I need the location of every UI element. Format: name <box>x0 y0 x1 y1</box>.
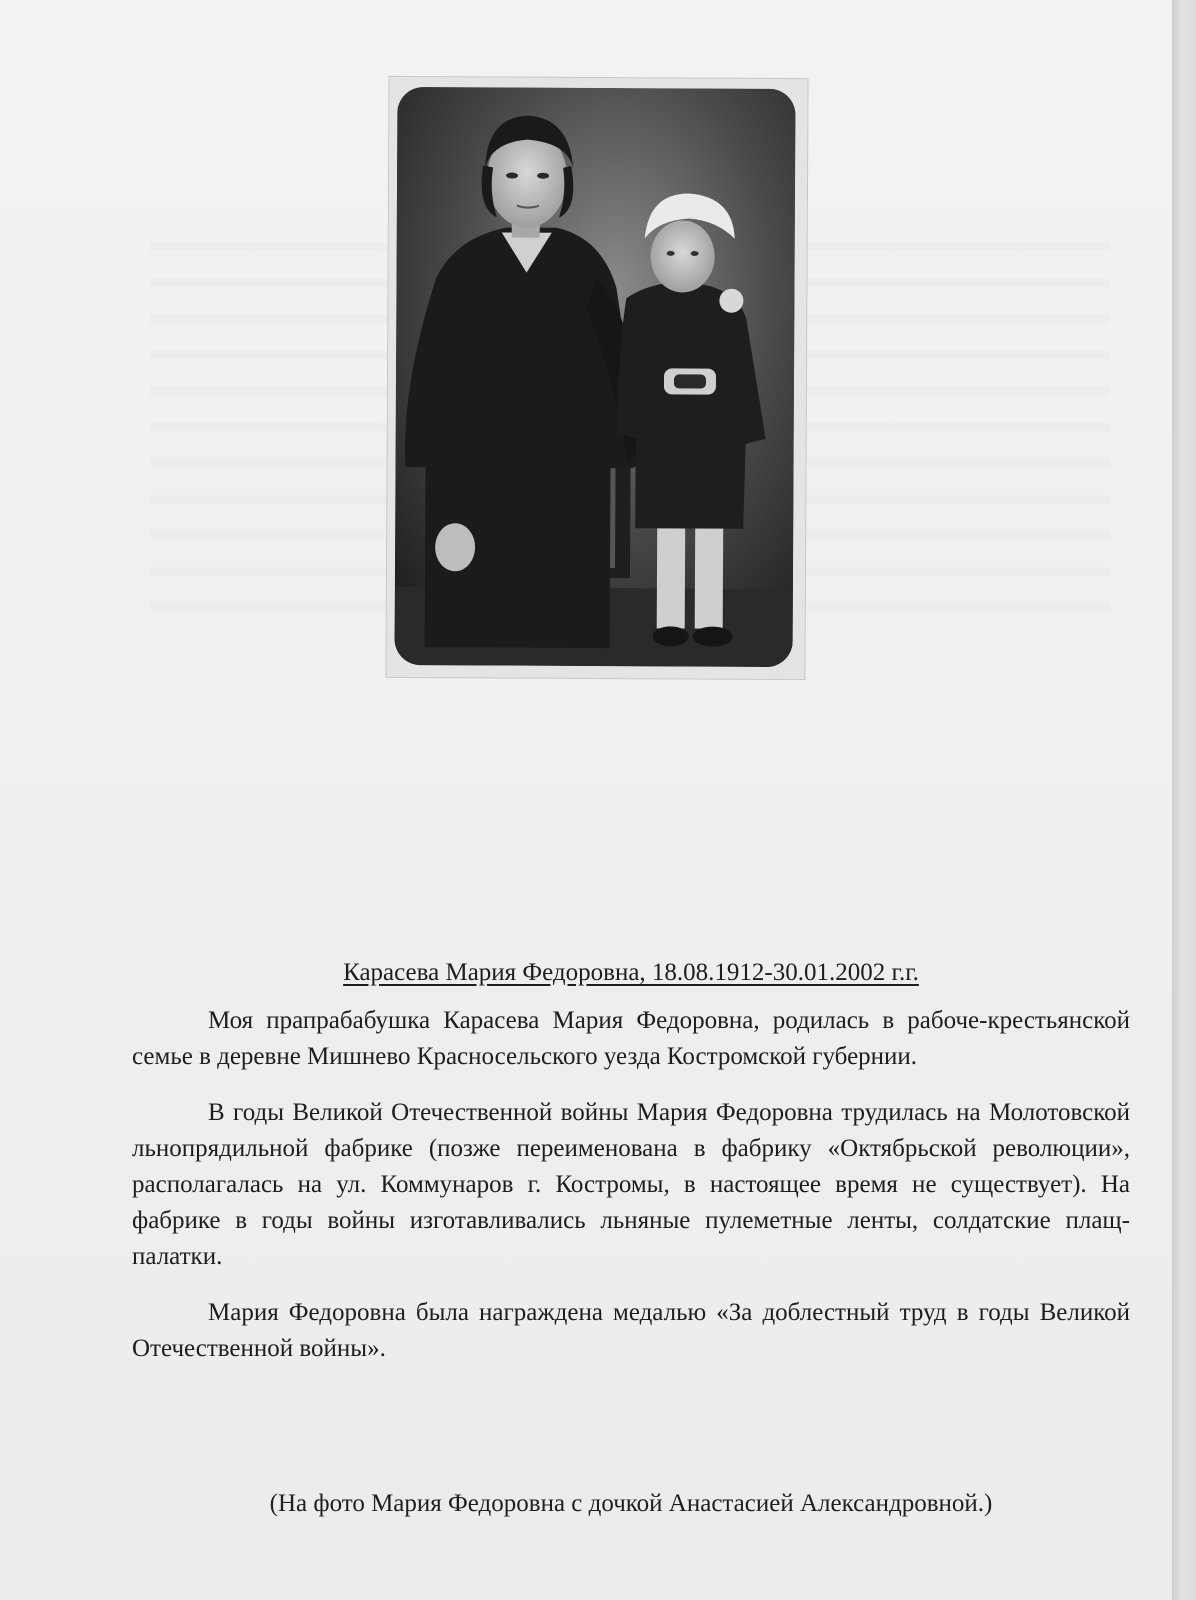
background-surface <box>1172 0 1196 1600</box>
portrait-photo-icon <box>394 87 795 667</box>
photo-frame <box>386 77 807 679</box>
photo-illustration <box>394 87 795 667</box>
biography-text <box>132 955 1130 1387</box>
paragraph-birth: Моя прапрабабушка Карасева Мария Федоровна, родилась в рабоче-крестьянской семье в деревне Мишнево Красносельского уезда Костромской губернии. <box>132 1007 1130 1070</box>
document-title: Карасева Мария Федоровна, 18.08.1912-30.01.2002 г.г. <box>343 959 919 986</box>
paragraph-award: Мария Федоровна была награждена медалью «За доблестный труд в годы Великой Отечественной войны». <box>132 1299 1130 1362</box>
photo-caption: (На фото Мария Федоровна с дочкой Анастасией Александровной.) <box>269 1490 993 1517</box>
paragraph-war-work: В годы Великой Отечественной войны Мария Федоровна трудилась на Молотовской льнопрядильной фабрике (позже переименована в фабрику «Октябрьской революции», располагалась на ул. Коммунаров г. Костромы, в настоящее время не существует). На фабрике в годы войны изготавливались льняные пулеметные ленты, солдатские плащ-палатки. <box>132 1099 1130 1270</box>
